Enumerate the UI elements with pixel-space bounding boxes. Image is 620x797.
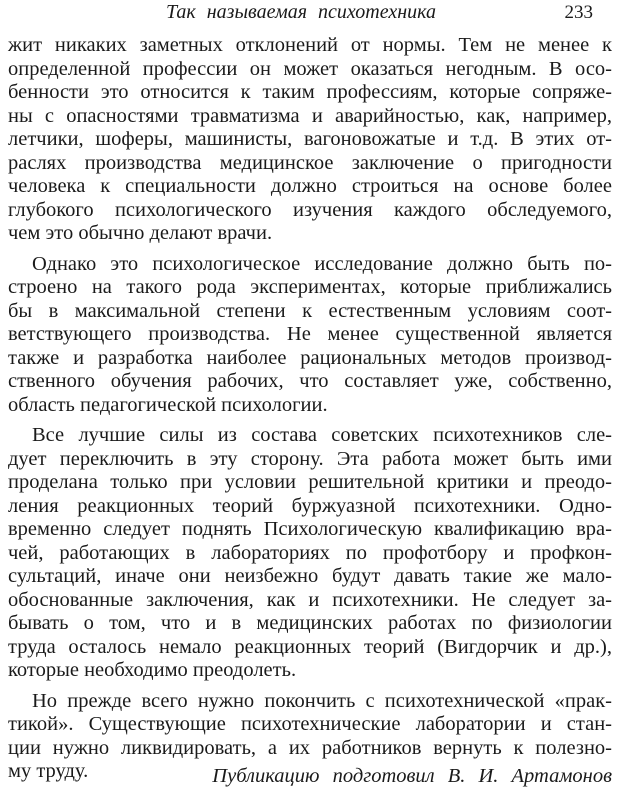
text-line: которые необходимо преодолеть. <box>8 659 297 681</box>
text-line: ветствующего производства. Не менее существенной является <box>8 323 612 345</box>
signature: Публикацию подготовил В. И. Артамонов <box>212 765 612 787</box>
text-line: бывать о том, что и в медицинских работах по физиологии <box>8 612 612 634</box>
paragraph-1 <box>0 34 620 246</box>
text-line: обоснованные заключения, как и психотехники. Не следует за- <box>8 588 612 611</box>
text-line: проделана только при условии решительной критики и преодо- <box>8 471 612 493</box>
text-line: глубокого психологического изучения каждого обследуемого, <box>8 198 612 221</box>
text-line: определенной профессии он может оказаться негодным. В осо- <box>8 57 612 80</box>
text-line: Однако это психологическое исследование должно быть по- <box>32 252 612 275</box>
paragraph-2 <box>0 253 620 418</box>
text-line: человека к специальности должно строиться на основе более <box>8 175 612 197</box>
page-number: 233 <box>564 2 593 23</box>
text-line: труда осталось немало реакционных теорий (Вигдорчик и др.), <box>8 635 612 658</box>
running-title: Так называемая психотехника <box>166 1 436 23</box>
text-line: бенности это относится к таким профессиям, которые сопряже- <box>8 81 612 103</box>
text-line: строено на такого рода экспериментах, которые приближались <box>8 276 612 298</box>
text-line: ления реакционных теорий буржуазной психотехники. Одно- <box>8 494 612 517</box>
page-header <box>0 0 620 30</box>
text-line: раслях производства медицинское заключение о пригодности <box>8 151 612 174</box>
text-line: временно следует поднять Психологическую квалификацию вра- <box>8 518 612 540</box>
text-line: бы в максимальной степени к естественным условиям соот- <box>8 299 612 322</box>
text-line: ны с опасностями травматизма и аварийностью, как, например, <box>8 104 612 127</box>
text-line: чей, работающих в лабораториях по профотбору и профкон- <box>8 541 612 564</box>
text-line: летчики, шоферы, машинисты, вагоновожатые и т.д. В этих от- <box>8 128 612 150</box>
text-line: также и разработка наиболее рациональных методов производ- <box>8 346 612 369</box>
text-line: чем это обычно делают врачи. <box>8 222 273 244</box>
text-line: ственного обучения рабочих, что составляет уже, собственно, <box>8 370 612 392</box>
text-line: ции нужно ликвидировать, а их работников вернуть к полезно- <box>8 736 612 759</box>
text-line: тикой». Существующие психотехнические лаборатории и стан- <box>8 713 612 735</box>
text-line: му труду. <box>8 760 89 782</box>
paragraph-3 <box>0 424 620 683</box>
text-line: сультаций, иначе они неизбежно будут давать такие же мало- <box>8 565 612 587</box>
text-line: дует переключить в эту сторону. Эта работа может быть ими <box>8 447 612 470</box>
body-text <box>0 34 620 784</box>
text-line: жит никаких заметных отклонений от нормы. Тем не менее к <box>8 34 612 56</box>
text-line: Но прежде всего нужно покончить с психотехнической «прак- <box>32 689 612 712</box>
text-line: область педагогической психологии. <box>8 393 328 416</box>
text-line: Все лучшие силы из состава советских психотехников сле- <box>32 424 612 446</box>
